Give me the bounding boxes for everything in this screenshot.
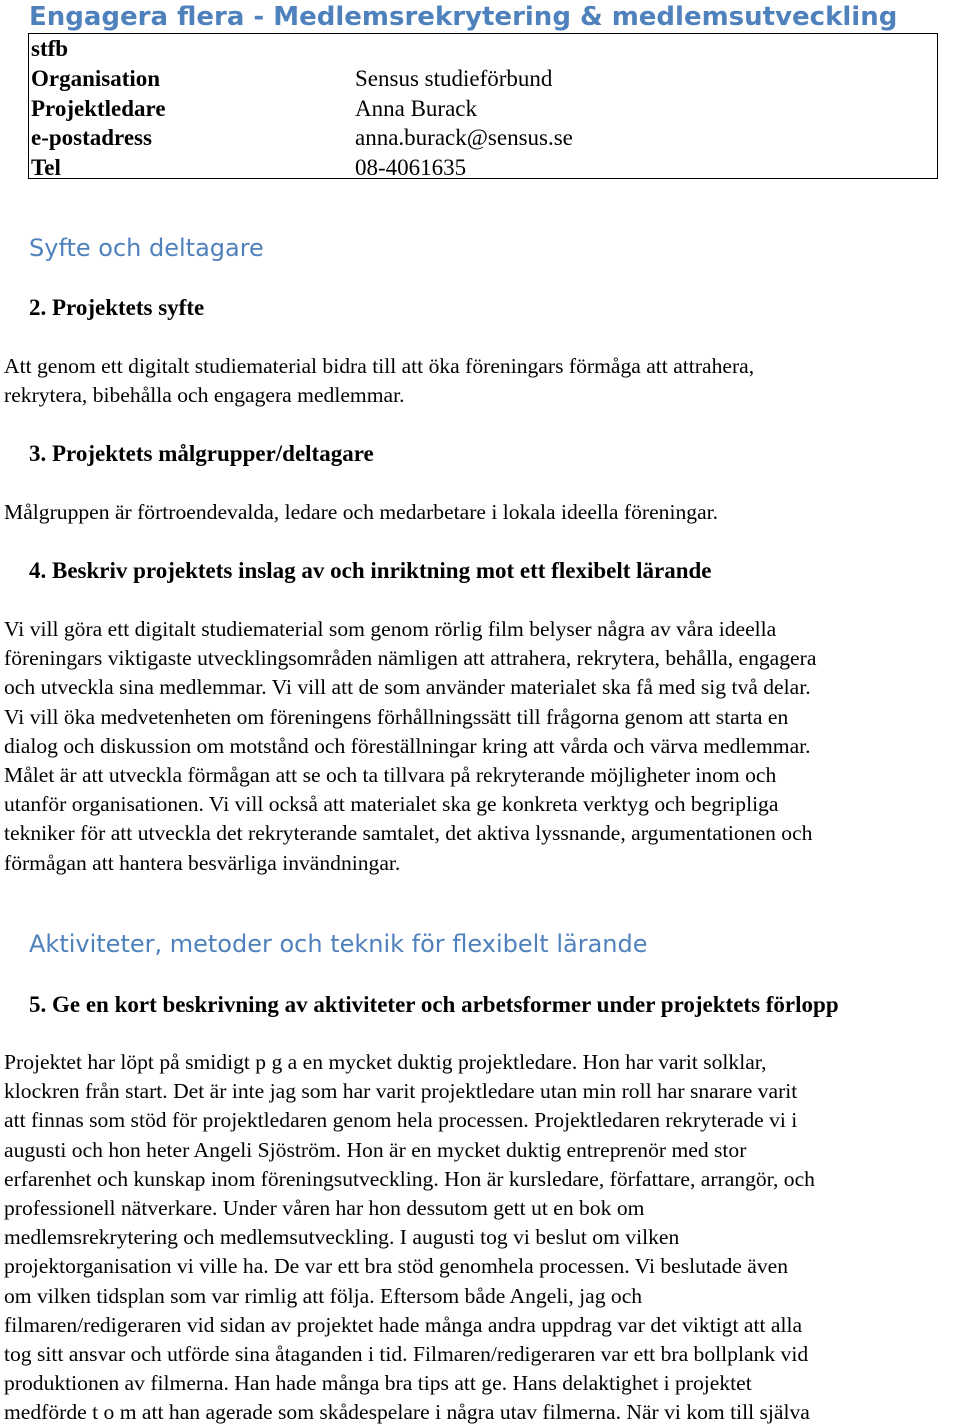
text-line: Projektet har löpt på smidigt p g a en mycket duktig projektledare. Hon har varit solklar, bbox=[4, 1050, 767, 1074]
project-code: stfb bbox=[31, 36, 69, 61]
text-line: att finnas som stöd för projektledaren genom hela processen. Projektledaren rekryterade vi i bbox=[4, 1108, 798, 1133]
text-line: Att genom ett digitalt studiematerial bidra till att öka föreningars förmåga att attrahera, bbox=[4, 354, 755, 378]
answer-2 bbox=[4, 352, 956, 410]
info-value: 08-4061635 bbox=[355, 154, 467, 180]
text-line: föreningars viktigaste utvecklingsområden nämligen att attrahera, rekrytera, behålla, engagera bbox=[4, 646, 817, 671]
text-line: och utveckla sina medlemmar. Vi vill att de som använder materialet ska få med sig två delar. bbox=[4, 675, 811, 700]
text-line: Målet är att utveckla förmågan att se och ta tillvara på rekryterande möjligheter inom och bbox=[4, 762, 777, 787]
text-line: tog sitt ansvar och utförde sina åtaganden i tid. Filmaren/redigeraren var ett bra bollplank vid bbox=[4, 1341, 809, 1366]
text-line: filmaren/redigeraren vid sidan av projektet hade många andra uppdrag var det viktigt att alla bbox=[4, 1312, 803, 1337]
text-line: Vi vill göra ett digitalt studiematerial som genom rörlig film belyser några av våra ideella bbox=[4, 617, 777, 641]
question-4: 4. Beskriv projektets inslag av och inriktning mot ett flexibelt lärande bbox=[29, 558, 712, 583]
info-label: e-postadress bbox=[31, 125, 152, 150]
info-row-email bbox=[29, 123, 937, 153]
text-line: medförde t o m att han agerade som skådespelare i några utav filmerna. När vi kom till själva bbox=[4, 1400, 810, 1425]
info-label: Organisation bbox=[31, 66, 161, 91]
document-title: Engagera flera - Medlemsrekrytering & medlemsutveckling bbox=[29, 2, 898, 32]
question-5: 5. Ge en kort beskrivning av aktiviteter och arbetsformer under projektets förlopp bbox=[29, 992, 839, 1017]
info-row-tel bbox=[29, 153, 937, 183]
answer-4 bbox=[4, 615, 956, 878]
text-line: utanför organisationen. Vi vill också att materialet ska ge konkreta verktyg och begripliga bbox=[4, 792, 779, 817]
text-line: Vi vill öka medvetenheten om föreningens förhållningssätt till frågorna genom att starta en bbox=[4, 704, 789, 729]
info-value: Anna Burack bbox=[355, 95, 477, 121]
text-line: produktionen av filmerna. Han hade många bra tips att ge. Hans delaktighet i projektet bbox=[4, 1371, 752, 1396]
section-heading-syfte: Syfte och deltagare bbox=[29, 234, 264, 262]
answer-5 bbox=[4, 1048, 956, 1427]
info-row-projektledare bbox=[29, 94, 937, 124]
text-line: Målgruppen är förtroendevalda, ledare och medarbetare i lokala ideella föreningar. bbox=[4, 500, 719, 524]
info-label: Tel bbox=[31, 154, 61, 180]
info-value: Sensus studieförbund bbox=[355, 66, 553, 91]
text-line: medlemsrekrytering och medlemsutveckling. I augusti tog vi beslut om vilken bbox=[4, 1225, 680, 1250]
text-line: rekrytera, bibehålla och engagera medlemmar. bbox=[4, 383, 405, 408]
text-line: projektorganisation vi ville ha. De var ett bra stöd genomhela processen. Vi beslutade även bbox=[4, 1254, 789, 1279]
info-value: anna.burack@sensus.se bbox=[355, 125, 573, 150]
info-row-organisation bbox=[29, 64, 937, 94]
text-line: professionell nätverkare. Under våren har hon dessutom gett ut en bok om bbox=[4, 1195, 645, 1220]
text-line: om vilken tidsplan som var rimlig att följa. Eftersom både Angeli, jag och bbox=[4, 1283, 643, 1308]
text-line: augusti och hon heter Angeli Sjöström. Hon är en mycket duktig entreprenör med stor bbox=[4, 1137, 747, 1162]
section-heading-aktiviteter: Aktiviteter, metoder och teknik för flexibelt lärande bbox=[29, 930, 648, 958]
project-info-box bbox=[28, 33, 938, 179]
answer-3 bbox=[4, 498, 956, 527]
text-line: erfarenhet och kunskap inom föreningsutveckling. Hon är kursledare, författare, arrangör, och bbox=[4, 1166, 815, 1191]
text-line: förmågan att hantera besvärliga invändningar. bbox=[4, 850, 401, 875]
text-line: dialog och diskussion om motstånd och föreställningar kring att vårda och värva medlemmar. bbox=[4, 733, 811, 758]
question-2: 2. Projektets syfte bbox=[29, 295, 205, 320]
text-line: tekniker för att utveckla det rekryterande samtalet, det aktiva lyssnande, argumentationen och bbox=[4, 821, 813, 846]
info-label: Projektledare bbox=[31, 95, 166, 121]
text-line: klockren från start. Det är inte jag som har varit projektledare utan min roll har snarare varit bbox=[4, 1079, 798, 1104]
question-3: 3. Projektets målgrupper/deltagare bbox=[29, 441, 374, 466]
